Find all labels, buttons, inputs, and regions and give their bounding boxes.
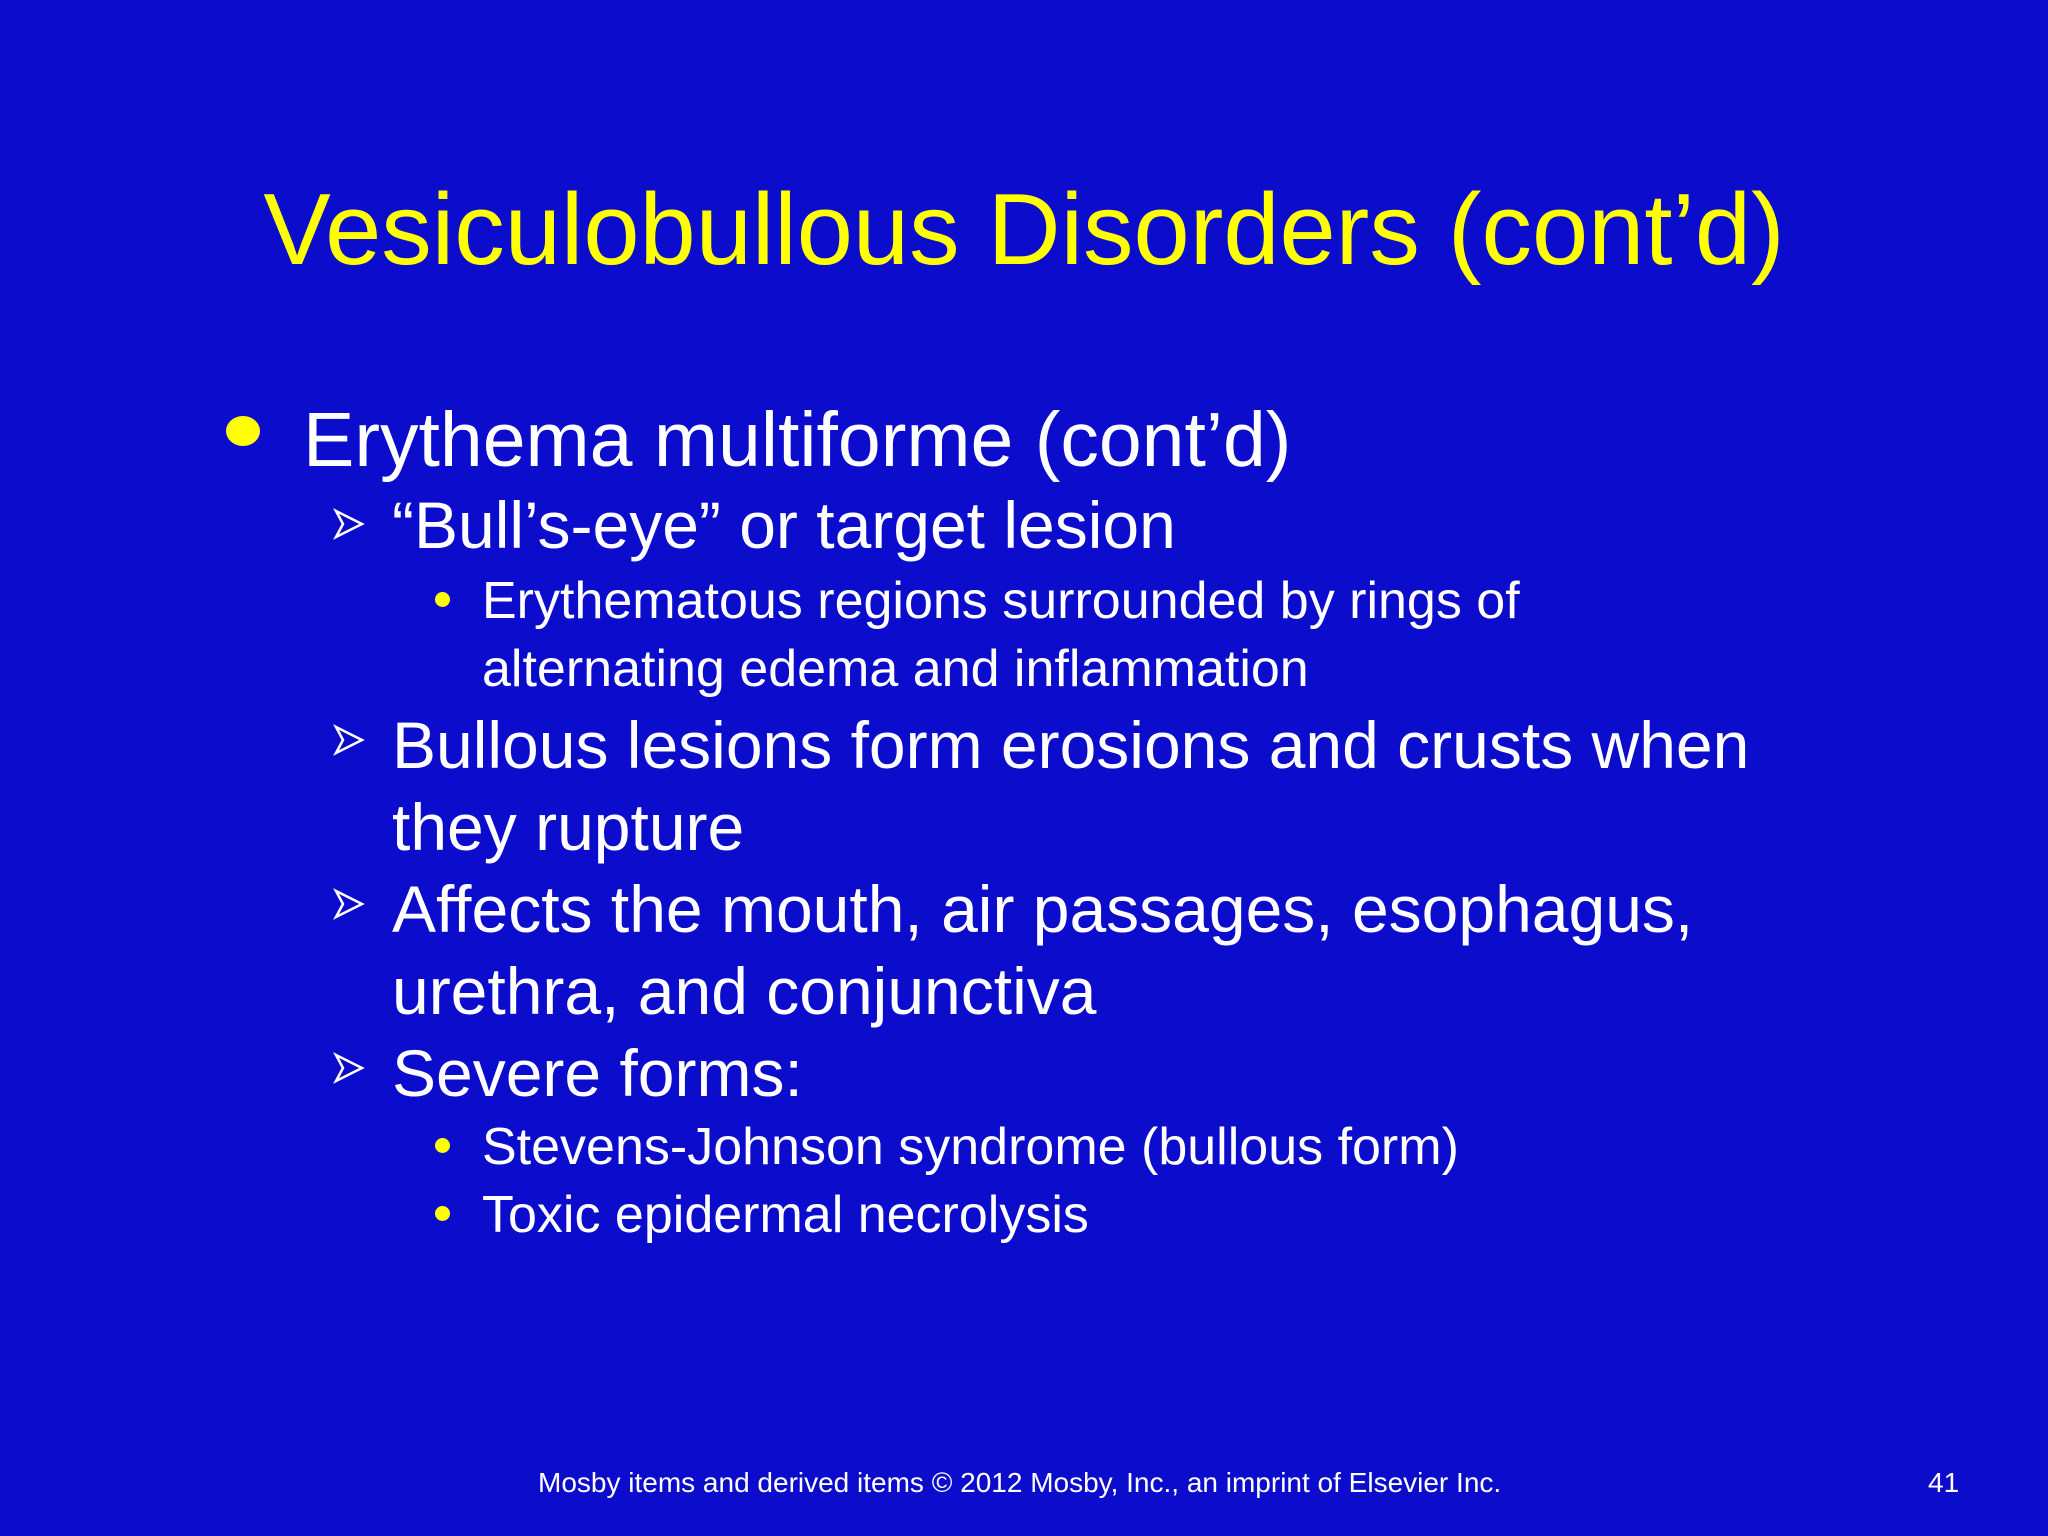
footer-copyright: Mosby items and derived items © 2012 Mosby, Inc., an imprint of Elsevier Inc.: [538, 1467, 1502, 1498]
small-dot-icon: [435, 1206, 450, 1221]
sub-bullseye-lesion: “Bull’s-eye” or target lesion: [392, 488, 1176, 562]
small-dot-icon: [435, 592, 450, 607]
arrowhead-icon: [333, 724, 365, 756]
bullet-erythema-multiforme: Erythema multiforme (cont’d): [303, 397, 1292, 483]
arrowhead-icon: [333, 1052, 365, 1084]
detail-erythematous-regions-line1: Erythematous regions surrounded by rings of: [482, 572, 1520, 630]
sub-bullous-lesions-line1: Bullous lesions form erosions and crusts when: [392, 708, 1750, 782]
arrowhead-icon: [333, 508, 365, 540]
detail-erythematous-regions-line2: alternating edema and inflammation: [482, 640, 1309, 698]
sub-bullous-lesions-line2: they rupture: [392, 790, 745, 864]
arrowhead-icon: [333, 888, 365, 920]
detail-stevens-johnson: Stevens-Johnson syndrome (bullous form): [482, 1118, 1459, 1176]
detail-toxic-epidermal: Toxic epidermal necrolysis: [482, 1186, 1089, 1244]
page-number: 41: [1928, 1467, 1960, 1498]
small-dot-icon: [435, 1138, 450, 1153]
sub-affects-line2: urethra, and conjunctiva: [392, 954, 1097, 1028]
slide-title: Vesiculobullous Disorders (cont’d): [263, 174, 1785, 286]
sub-affects-line1: Affects the mouth, air passages, esophagus,: [392, 872, 1694, 946]
sub-severe-forms: Severe forms:: [392, 1036, 803, 1110]
bullet-dot-icon: [226, 416, 260, 446]
